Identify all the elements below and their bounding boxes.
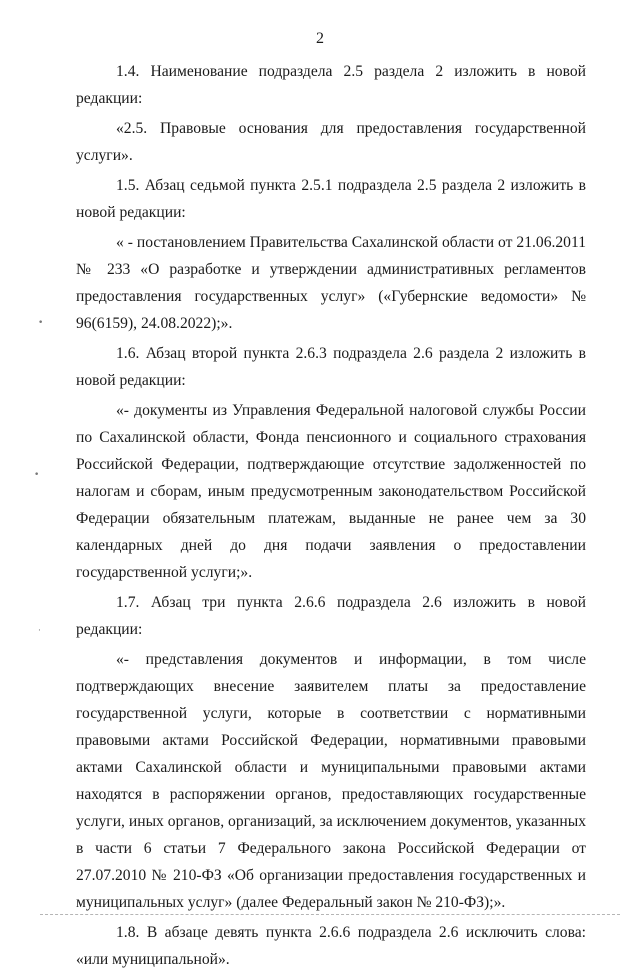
page-number: 2 <box>316 30 324 47</box>
scan-speck: · <box>38 626 41 636</box>
paragraph-1-6: 1.6. Абзац второй пункта 2.6.3 подраздела 2.6 раздела 2 изложить в новой редакции: <box>76 345 586 389</box>
paragraph-1-7: 1.7. Абзац три пункта 2.6.6 подраздела 2.6 изложить в новой редакции: <box>76 594 586 638</box>
paragraph-1-4: 1.4. Наименование подраздела 2.5 раздела 2 изложить в новой редакции: <box>76 63 586 107</box>
scan-speck: • <box>34 470 40 480</box>
document-body <box>76 58 586 973</box>
paragraph-2-5-title: «2.5. Правовые основания для предоставления государственной услуги». <box>76 120 586 164</box>
paragraph-2-6-6-quote: «- представления документов и информации, в том числе подтверждающих внесение заявителем платы за предоставление государственной услуги, которые в соответствии с нормативными правовыми актами Российской Федерации, нормативными правовыми актами Сахалинской области и муниципальными правовыми актами находятся в распоряжении органов, предоставляющих государственные услуги, иных органов, организаций, за исключением документов, указанных в части 6 статьи 7 Федерального закона Российской Федерации от 27.07.2010 № 210-ФЗ «Об организации предоставления государственных и муниципальных услуг» (далее Федеральный закон № 210-ФЗ);». <box>76 651 586 911</box>
paragraph-1-5: 1.5. Абзац седьмой пункта 2.5.1 подраздела 2.5 раздела 2 изложить в новой редакции: <box>76 177 586 221</box>
scan-speck: • <box>38 318 44 328</box>
paragraph-1-8: 1.8. В абзаце девять пункта 2.6.6 подраздела 2.6 исключить слова: «или муниципальной». <box>76 924 586 968</box>
bottom-divider <box>40 914 620 915</box>
paragraph-2-5-1-quote: « - постановлением Правительства Сахалинской области от 21.06.2011 № 233 «О разработке и утверждении административных регламентов предоставления государственных услуг» («Губернские ведомости» № 96(6159), 24.08.2022);». <box>76 234 586 332</box>
paragraph-2-6-3-quote: «- документы из Управления Федеральной налоговой службы России по Сахалинской области, Фонда пенсионного и социального страхования Российской Федерации, подтверждающие отсутствие задолженностей по налогам и сборам, иным предусмотренным законодательством Российской Федерации обязательным платежам, выданные не ранее чем за 30 календарных дней до дня подачи заявления о предоставлении государственной услуги;». <box>76 402 586 581</box>
